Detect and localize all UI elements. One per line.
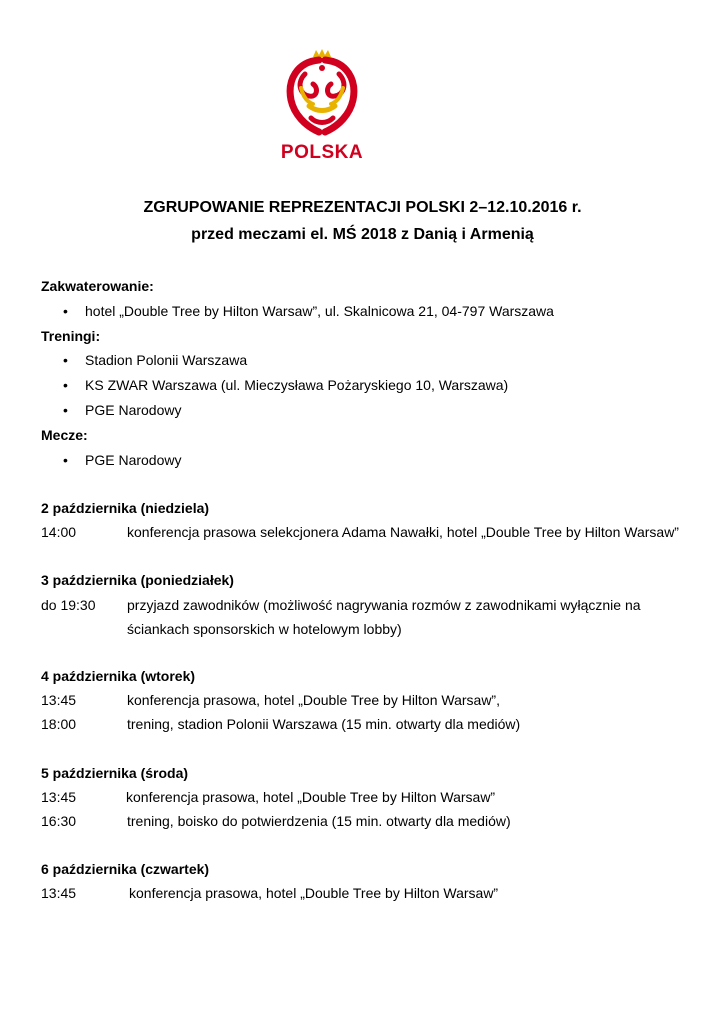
training-venue-item: Stadion Polonii Warszawa [85, 352, 248, 368]
event-time: 16:30 [41, 813, 77, 829]
event-description: konferencja prasowa selekcjonera Adama Nawałki, hotel „Double Tree by Hilton Warsaw” [127, 524, 679, 540]
day-heading: 5 października (środa) [41, 765, 189, 781]
event-time: do 19:30 [41, 597, 96, 613]
bullet-icon: • [63, 402, 68, 418]
polska-logo [279, 48, 365, 166]
document-title: ZGRUPOWANIE REPREZENTACJI POLSKI 2–12.10.2016 r. [143, 199, 582, 216]
bullet-icon: • [63, 303, 68, 319]
event-description: trening, stadion Polonii Warszawa (15 min. otwarty dla mediów) [127, 716, 521, 732]
event-description: przyjazd zawodników (możliwość nagrywania rozmów z zawodnikami wyłącznie na [127, 597, 641, 613]
event-time: 13:45 [41, 885, 77, 901]
eagle-emblem-icon [279, 48, 365, 142]
event-time: 18:00 [41, 716, 77, 732]
matches-heading: Mecze: [41, 427, 88, 443]
day-heading: 4 października (wtorek) [41, 668, 196, 684]
event-time: 13:45 [41, 789, 77, 805]
event-time: 13:45 [41, 692, 77, 708]
day-heading: 6 października (czwartek) [41, 861, 210, 877]
match-venue-item: PGE Narodowy [85, 452, 182, 468]
event-description: konferencja prasowa, hotel „Double Tree by Hilton Warsaw” [126, 789, 496, 805]
bullet-icon: • [63, 352, 68, 368]
event-description: trening, boisko do potwierdzenia (15 min. otwarty dla mediów) [127, 813, 511, 829]
bullet-icon: • [63, 452, 68, 468]
bullet-icon: • [63, 377, 68, 393]
event-description: konferencja prasowa, hotel „Double Tree by Hilton Warsaw”, [127, 692, 500, 708]
document-subtitle: przed meczami el. MŚ 2018 z Danią i Armenią [191, 226, 534, 243]
event-description: konferencja prasowa, hotel „Double Tree by Hilton Warsaw” [129, 885, 499, 901]
training-venue-item: KS ZWAR Warszawa (ul. Mieczysława Pożaryskiego 10, Warszawa) [85, 377, 509, 393]
trainings-heading: Treningi: [41, 328, 101, 344]
day-heading: 3 października (poniedziałek) [41, 572, 234, 588]
logo-wordmark: POLSKA [280, 142, 364, 163]
training-venue-item: PGE Narodowy [85, 402, 182, 418]
accommodation-item: hotel „Double Tree by Hilton Warsaw”, ul. Skalnicowa 21, 04-797 Warszawa [85, 303, 554, 319]
accommodation-heading: Zakwaterowanie: [41, 278, 154, 294]
day-heading: 2 października (niedziela) [41, 500, 210, 516]
event-time: 14:00 [41, 524, 77, 540]
event-description-continued: ściankach sponsorskich w hotelowym lobby) [127, 621, 402, 637]
